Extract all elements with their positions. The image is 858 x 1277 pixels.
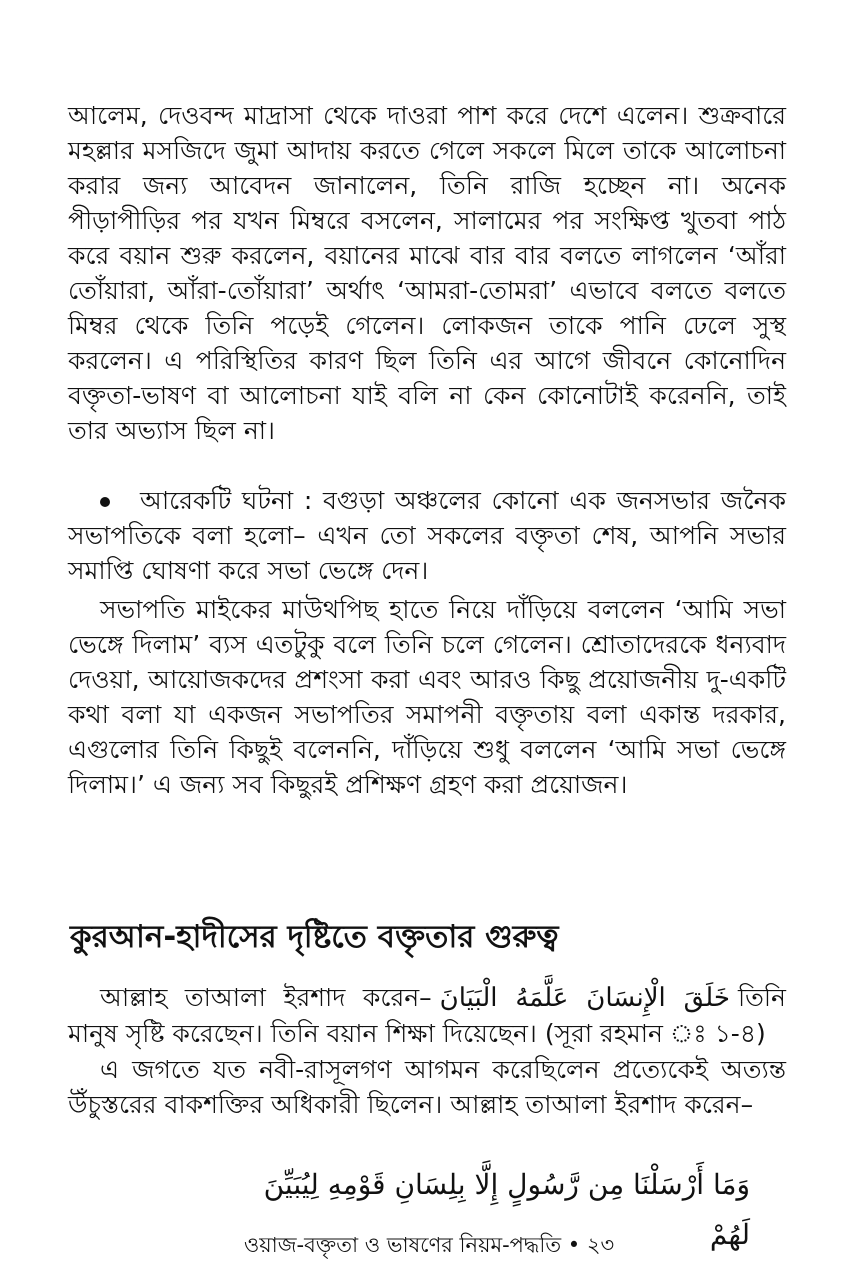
paragraph-5: এ জগতে যত নবী-রাসূলগণ আগমন করেছিলেন প্রত্যেকেই অত্যন্ত উঁচুস্তরের বাকশক্তির অধিকারী ছিলেন। আল্লাহ তাআলা ইরশাদ করেন– [68, 1055, 786, 1119]
page-footer: ওয়াজ-বক্তৃতা ও ভাষণের নিয়ম-পদ্ধতি • ২৩ [243, 1233, 615, 1257]
paragraph-1: আলেম, দেওবন্দ মাদ্রাসা থেকে দাওরা পাশ করে দেশে এলেন। শুক্রবারে মহল্লার মসজিদে জুমা আদায় করতে গেলে সকলে মিলে তাকে আলোচনা করার জন্য আবেদন জানালেন, তিনি রাজি হচ্ছেন না। অনেক পীড়াপীড়ির পর যখন মিম্বরে বসলেন, সালামের পর সংক্ষিপ্ত খুতবা পাঠ করে বয়ান শুরু করলেন, বয়ানের মাঝে বার বার বলতে লাগলেন ‘আঁরা তোঁয়ারা, আঁরা-তোঁয়ারা’ অর্থাৎ ‘আমরা-তোমরা’ এভাবে বলতে বলতে মিম্বর থেকে তিনি পড়েই গেলেন। লোকজন তাকে পানি ঢেলে সুস্থ করলেন। এ পরিস্থিতির কারণ ছিল তিনি এর আগে জীবনে কোনোদিন বক্তৃতা-ভাষণ বা আলোচনা যাই বলি না কেন কোনোটাই করেননি, তাই তার অভ্যাস ছিল না। [68, 101, 786, 445]
bullet-paragraph [68, 483, 786, 588]
bullet-paragraph-text: আরেকটি ঘটনা : বগুড়া অঞ্চলের কোনো এক জনসভার জনৈক সভাপতিকে বলা হলো– এখন তো সকলের বক্তৃতা শেষ, আপনি সভার সমাপ্তি ঘোষণা করে সভা ভেঙ্গে দেন। [68, 486, 786, 585]
section-heading: কুরআন-হাদীসের দৃষ্টিতে বক্তৃতার গুরুত্ব [70, 919, 559, 955]
bullet-icon [100, 497, 110, 507]
arabic-verse: وَمَا أَرْسَلْنَا مِن رَّسُولٍ إِلَّا بِلِسَانِ قَوْمِهِ لِيُبَيِّنَ لَهُمْ [263, 1168, 750, 1251]
paragraph-4-translation: তিনি মানুষ সৃষ্টি করেছেন। তিনি বয়ান শিক্ষা দিয়েছেন। (সূরা রহমান ঃ ১-৪) [68, 983, 786, 1048]
paragraph-3: সভাপতি মাইকের মাউথপিছ হাতে নিয়ে দাঁড়িয়ে বললেন ‘আমি সভা ভেঙ্গে দিলাম’ ব্যস এতটুকু বলে তিনি চলে গেলেন। শ্রোতাদেরকে ধন্যবাদ দেওয়া, আয়োজকদের প্রশংসা করা এবং আরও কিছু প্রয়োজনীয় দু-একটি কথা বলা যা একজন সভাপতির সমাপনী বক্তৃতায় বলা একান্ত দরকার, এগুলোর তিনি কিছুই বলেননি, দাঁড়িয়ে শুধু বললেন ‘আমি সভা ভেঙ্গে দিলাম।’ এ জন্য সব কিছুরই প্রশিক্ষণ গ্রহণ করা প্রয়োজন। [68, 595, 786, 799]
paragraph-4 [68, 980, 786, 1051]
paragraph-4-intro: আল্লাহ তাআলা ইরশাদ করেন– [100, 983, 432, 1012]
arabic-quote: خَلَقَ الْإِنسَانَ عَلَّمَهُ الْبَيَانَ [439, 983, 730, 1013]
